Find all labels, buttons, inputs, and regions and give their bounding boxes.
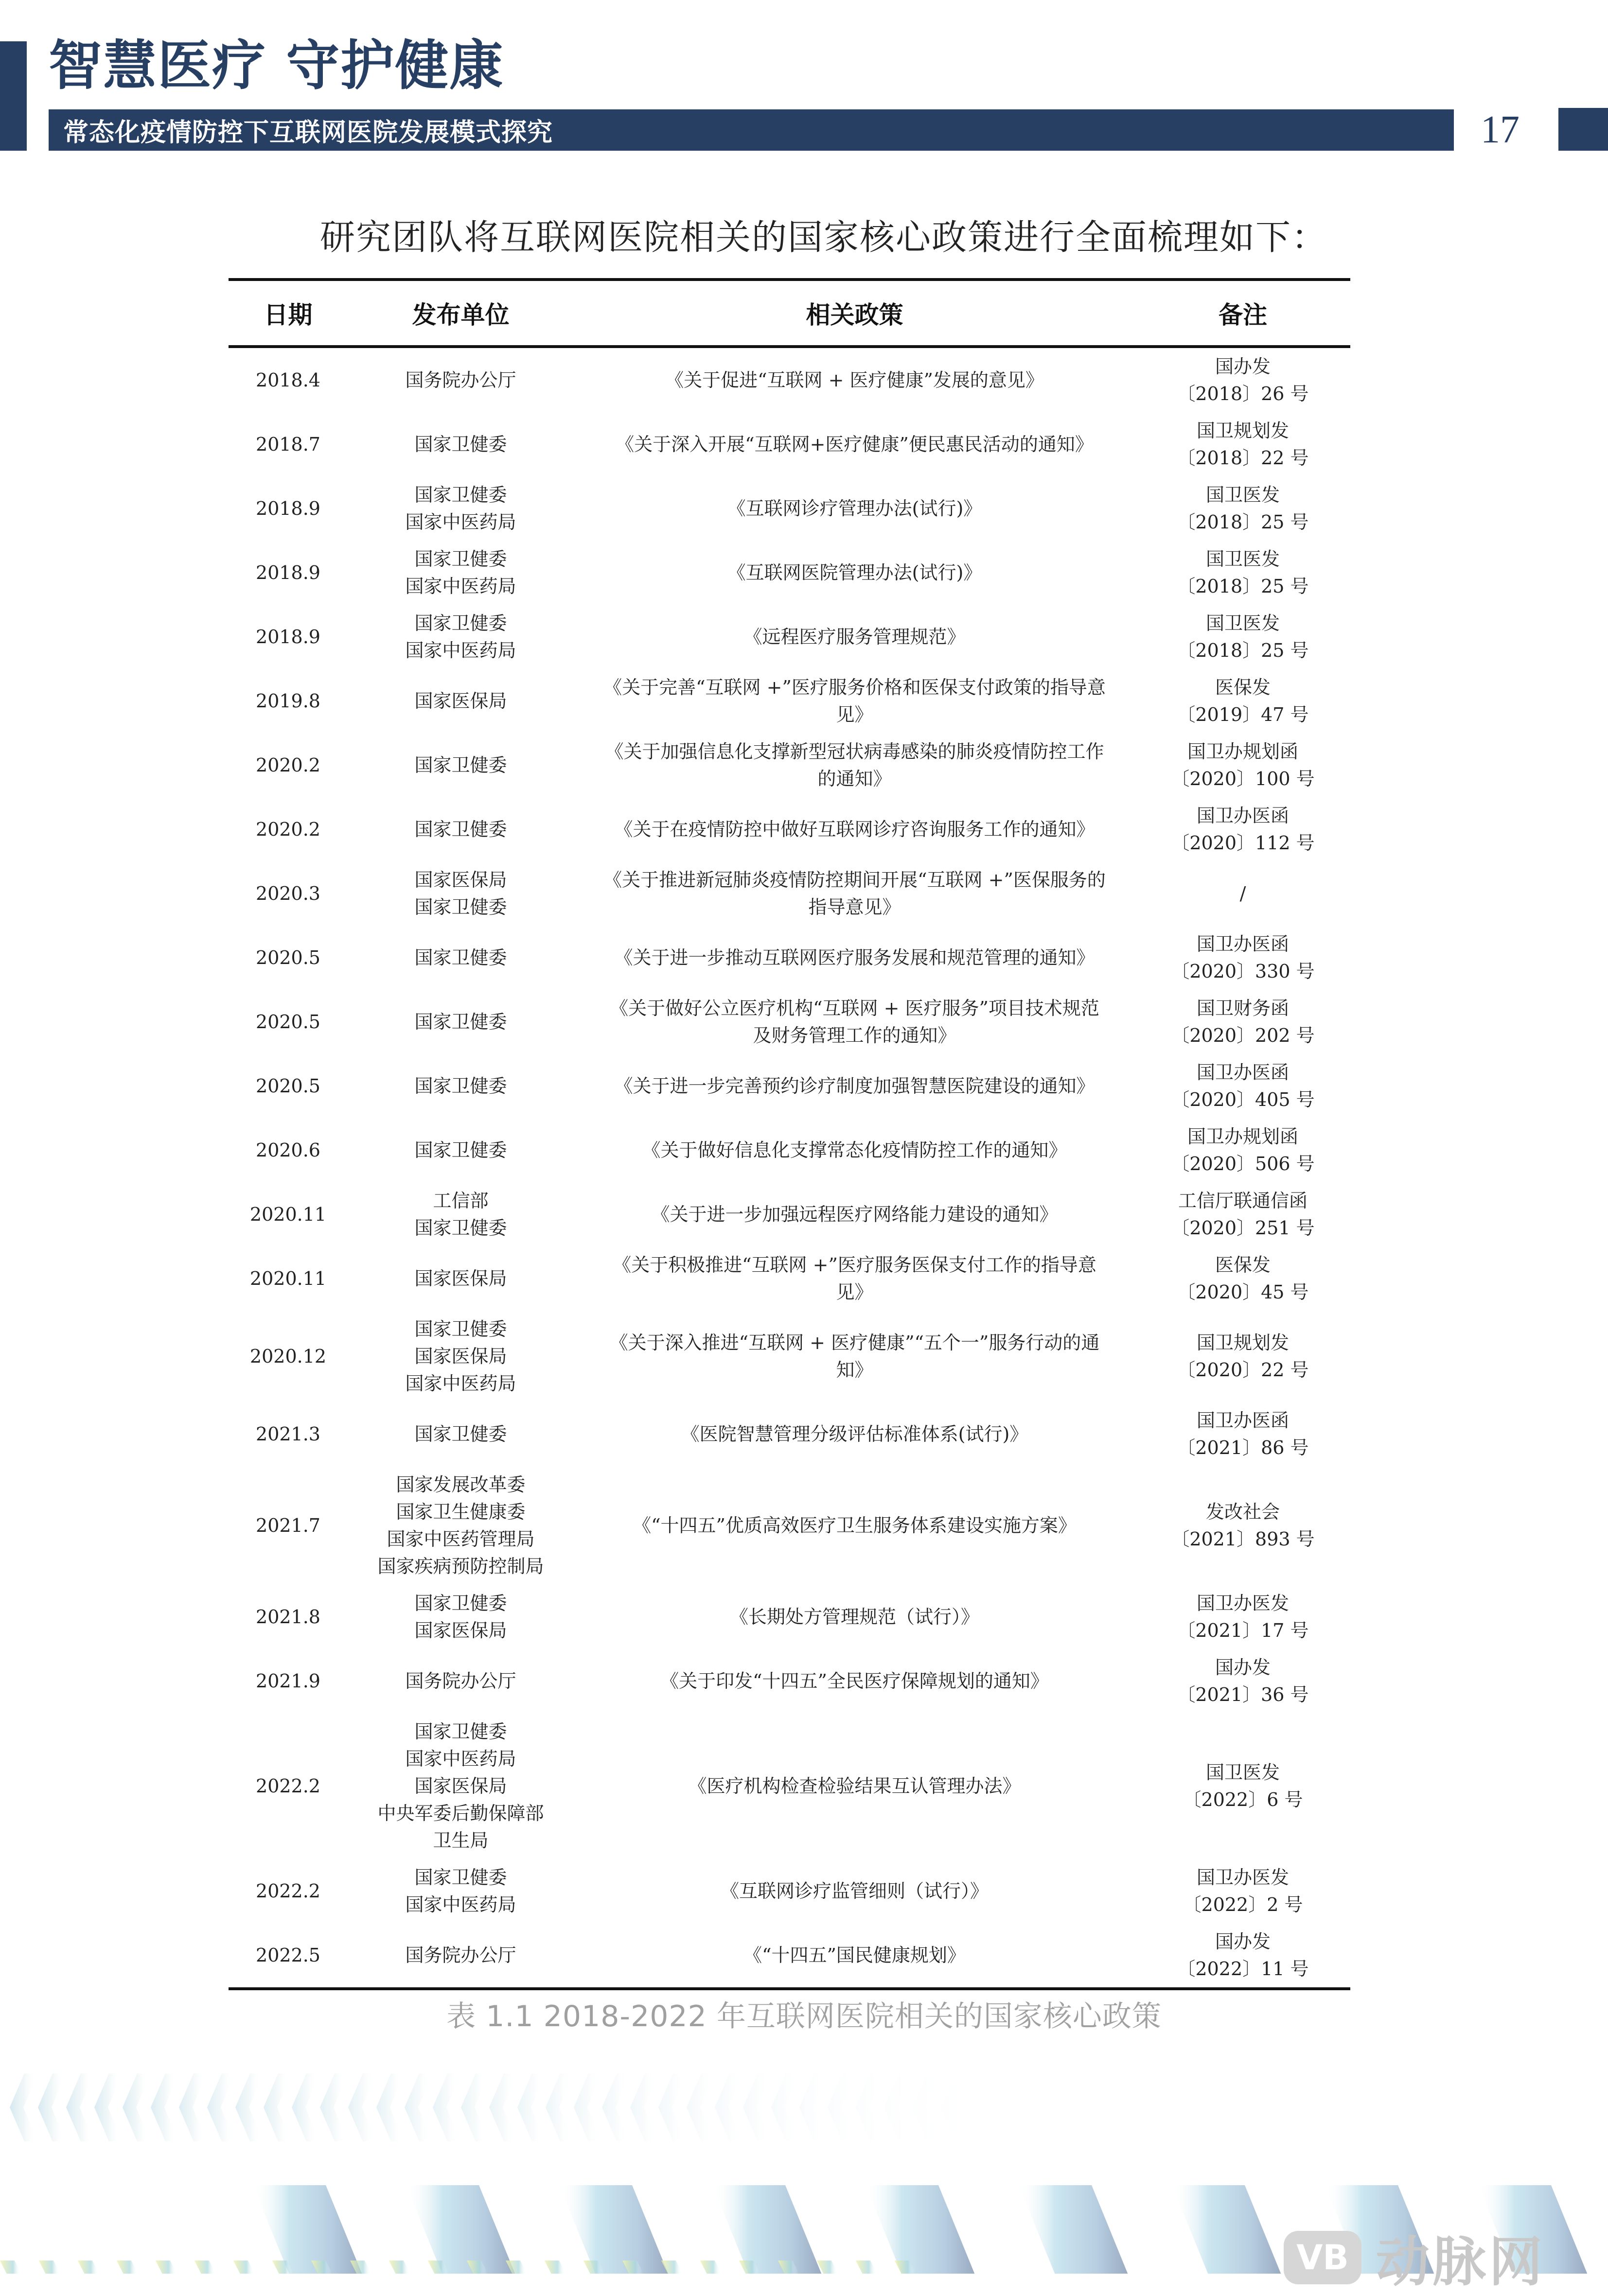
- unit-name: 工信部: [433, 1190, 489, 1211]
- cell-note: [1135, 1311, 1350, 1402]
- cell-policy: 《关于在疫情防控中做好互联网诊疗咨询服务工作的通知》: [614, 819, 1095, 840]
- unit-name: 国家卫健委: [414, 1139, 507, 1161]
- unit-name: 国家卫健委: [414, 1011, 507, 1033]
- note-line: /: [1239, 883, 1246, 904]
- cell-units: [348, 1054, 574, 1118]
- cell-policy: 《关于进一步加强远程医疗网络能力建设的通知》: [651, 1204, 1058, 1225]
- header-policy: 相关政策: [806, 301, 903, 329]
- subtitle-text: 常态化疫情防控下互联网医院发展模式探究: [63, 118, 553, 147]
- cell-date: 2022.2: [256, 1775, 320, 1797]
- unit-name: 国家卫健委: [414, 548, 507, 570]
- cell-date: 2018.9: [256, 626, 320, 648]
- unit-name: 国家卫健委: [414, 434, 507, 455]
- unit-name: 中央军委后勤保障部: [377, 1803, 544, 1824]
- cell-units: [348, 1402, 574, 1466]
- cell-date: 2020.6: [256, 1139, 320, 1161]
- note-line: 〔2020〕405 号: [1171, 1089, 1315, 1110]
- cell-date: 2022.5: [256, 1945, 320, 1966]
- note-line: 国卫办医函: [1196, 805, 1289, 826]
- cell-units: [348, 797, 574, 861]
- cell-note: [1135, 1118, 1350, 1182]
- cell-note: [1135, 1182, 1350, 1246]
- cell-note: [1135, 347, 1350, 412]
- cell-units: [348, 412, 574, 476]
- unit-name: 国家卫健委: [414, 947, 507, 968]
- cell-policy: 《关于深入开展“互联网+医疗健康”便民惠民活动的通知》: [616, 434, 1094, 455]
- note-line: 工信厅联通信函: [1178, 1190, 1308, 1211]
- unit-name: 卫生局: [433, 1830, 489, 1851]
- note-line: 〔2018〕25 号: [1177, 576, 1309, 597]
- cell-policy: 《关于印发“十四五”全民医疗保障规划的通知》: [660, 1670, 1049, 1692]
- note-line: 国办发: [1215, 1657, 1271, 1678]
- unit-name: 国家卫健委: [414, 484, 507, 506]
- note-line: 〔2020〕330 号: [1171, 961, 1315, 982]
- note-line: 国卫办医发: [1196, 1867, 1289, 1888]
- table-row: [229, 1182, 1350, 1246]
- cell-date: 2018.9: [256, 498, 320, 519]
- note-line: 国卫办医函: [1196, 933, 1289, 955]
- note-line: 国卫规划发: [1196, 1332, 1289, 1353]
- note-line: 〔2018〕25 号: [1177, 511, 1309, 533]
- cell-date: 2021.9: [256, 1670, 320, 1692]
- policy-table-body: [229, 347, 1350, 1989]
- cell-date: 2020.11: [249, 1204, 327, 1225]
- cell-note: [1135, 1402, 1350, 1466]
- unit-name: 国家卫健委: [414, 1318, 507, 1340]
- note-line: 〔2020〕45 号: [1177, 1281, 1309, 1303]
- cell-note: [1135, 733, 1350, 797]
- cell-date: 2018.9: [256, 562, 320, 583]
- cell-date: 2018.4: [256, 369, 320, 391]
- cell-date: 2020.2: [256, 754, 320, 776]
- unit-name: 国家疾病预防控制局: [377, 1556, 544, 1577]
- cell-policy: 《关于做好信息化支撑常态化疫情防控工作的通知》: [642, 1139, 1067, 1161]
- cell-policy: 《关于推进新冠肺炎疫情防控期间开展“互联网 +”医保服务的指导意见》: [603, 869, 1106, 918]
- unit-name: 国家医保局: [414, 690, 507, 712]
- cell-policy: 《“十四五”优质高效医疗卫生服务体系建设实施方案》: [633, 1515, 1077, 1536]
- watermark-logo-icon: VB: [1284, 2231, 1361, 2284]
- unit-name: 国家医保局: [414, 869, 507, 891]
- cell-units: [348, 1585, 574, 1649]
- unit-name: 国家中医药管理局: [387, 1528, 535, 1550]
- cell-policy: 《医疗机构检查检验结果互认管理办法》: [688, 1775, 1021, 1797]
- cell-note: [1135, 1713, 1350, 1859]
- table-row: [229, 1311, 1350, 1402]
- cell-units: [348, 1311, 574, 1402]
- note-line: 医保发: [1215, 1254, 1271, 1276]
- cell-note: [1135, 1649, 1350, 1713]
- unit-name: 国家卫健委: [414, 754, 507, 776]
- note-line: 〔2020〕100 号: [1171, 768, 1315, 789]
- cell-date: 2021.3: [256, 1423, 320, 1445]
- unit-name: 国家中医药局: [405, 640, 516, 661]
- cell-date: 2020.5: [256, 947, 320, 968]
- table-row: [229, 1923, 1350, 1989]
- note-line: 〔2018〕26 号: [1177, 383, 1309, 404]
- cell-policy: 《“十四五”国民健康规划》: [743, 1945, 966, 1966]
- unit-name: 国家卫健委: [414, 819, 507, 840]
- note-line: 国卫办规划函: [1187, 741, 1298, 762]
- note-line: 国办发: [1215, 1931, 1271, 1952]
- cell-note: [1135, 1585, 1350, 1649]
- table-row: [229, 1859, 1350, 1923]
- cell-note: [1135, 1923, 1350, 1989]
- note-line: 〔2021〕86 号: [1177, 1437, 1309, 1458]
- table-row: [229, 1054, 1350, 1118]
- cell-date: 2021.8: [256, 1606, 320, 1628]
- cell-units: [348, 861, 574, 926]
- table-row: [229, 347, 1350, 412]
- cell-policy: 《互联网医院管理办法(试行)》: [727, 562, 982, 583]
- cell-units: [348, 1859, 574, 1923]
- note-line: 〔2021〕17 号: [1177, 1620, 1309, 1641]
- table-row: [229, 861, 1350, 926]
- cell-units: [348, 733, 574, 797]
- unit-name: 国家卫健委: [414, 1867, 507, 1888]
- main-title: 智慧医疗 守护健康: [49, 35, 504, 97]
- cell-note: [1135, 861, 1350, 926]
- table-row: [229, 1402, 1350, 1466]
- cell-units: [348, 926, 574, 990]
- unit-name: 国家医保局: [414, 1346, 507, 1367]
- cell-policy: 《互联网诊疗管理办法(试行)》: [727, 498, 982, 519]
- header-date: 日期: [264, 301, 313, 329]
- table-row: [229, 797, 1350, 861]
- cell-date: 2018.7: [256, 434, 320, 455]
- left-accent-bar: [0, 41, 27, 151]
- unit-name: 国家卫健委: [414, 1075, 507, 1097]
- table-row: [229, 1585, 1350, 1649]
- unit-name: 国家卫健委: [414, 1593, 507, 1614]
- cell-date: 2019.8: [256, 690, 320, 712]
- note-line: 国卫医发: [1205, 484, 1280, 506]
- unit-name: 国务院办公厅: [405, 1670, 516, 1692]
- cell-units: [348, 1118, 574, 1182]
- note-line: 〔2020〕202 号: [1171, 1025, 1315, 1046]
- unit-name: 国家卫健委: [414, 896, 507, 918]
- cell-policy: 《远程医疗服务管理规范》: [743, 626, 966, 648]
- unit-name: 国家中医药局: [405, 576, 516, 597]
- cell-note: [1135, 605, 1350, 669]
- table-caption: 表 1.1 2018-2022 年互联网医院相关的国家核心政策: [446, 1999, 1162, 2033]
- table-row: [229, 476, 1350, 541]
- table-header-row: [229, 280, 1350, 347]
- right-accent-block: [1558, 108, 1608, 151]
- cell-note: [1135, 412, 1350, 476]
- cell-date: 2020.2: [256, 819, 320, 840]
- table-row: [229, 733, 1350, 797]
- unit-name: 国家发展改革委: [396, 1474, 526, 1495]
- cell-policy: 《互联网诊疗监管细则（试行）》: [720, 1880, 989, 1902]
- cell-units: [348, 1713, 574, 1859]
- watermark-text: 动脉网: [1376, 2231, 1545, 2293]
- unit-name: 国家医保局: [414, 1775, 507, 1797]
- cell-units: [348, 990, 574, 1054]
- table-row: [229, 1466, 1350, 1585]
- policy-table: [229, 278, 1350, 1990]
- cell-units: [348, 1246, 574, 1311]
- cell-policy: 《关于进一步完善预约诊疗制度加强智慧医院建设的通知》: [614, 1075, 1095, 1097]
- note-line: 〔2020〕506 号: [1171, 1153, 1315, 1174]
- cell-date: 2020.12: [249, 1346, 327, 1367]
- table-row: [229, 1713, 1350, 1859]
- cell-date: 2021.7: [256, 1515, 320, 1536]
- unit-name: 国务院办公厅: [405, 1945, 516, 1966]
- cell-date: 2020.5: [256, 1075, 320, 1097]
- cell-date: 2020.11: [249, 1268, 327, 1289]
- cell-units: [348, 476, 574, 541]
- note-line: 〔2021〕893 号: [1171, 1528, 1315, 1550]
- note-line: 国卫办医函: [1196, 1062, 1289, 1083]
- note-line: 国卫办医发: [1196, 1593, 1289, 1614]
- unit-name: 国家医保局: [414, 1268, 507, 1289]
- cell-units: [348, 1466, 574, 1585]
- unit-name: 国务院办公厅: [405, 369, 516, 391]
- cell-note: [1135, 1246, 1350, 1311]
- cell-note: [1135, 669, 1350, 733]
- cell-units: [348, 347, 574, 412]
- unit-name: 国家医保局: [414, 1620, 507, 1641]
- unit-name: 国家卫健委: [414, 1217, 507, 1239]
- cell-units: [348, 1649, 574, 1713]
- cell-note: [1135, 1054, 1350, 1118]
- unit-name: 国家中医药局: [405, 1894, 516, 1915]
- table-row: [229, 1118, 1350, 1182]
- table-row: [229, 990, 1350, 1054]
- note-line: 国卫财务函: [1196, 998, 1289, 1019]
- cell-units: [348, 1923, 574, 1989]
- note-line: 〔2019〕47 号: [1177, 704, 1309, 725]
- cell-units: [348, 1182, 574, 1246]
- cell-note: [1135, 797, 1350, 861]
- unit-name: 国家卫生健康委: [396, 1501, 526, 1523]
- note-line: 国办发: [1215, 356, 1271, 377]
- unit-name: 国家中医药局: [405, 511, 516, 533]
- cell-policy: 《关于进一步推动互联网医疗服务发展和规范管理的通知》: [614, 947, 1095, 968]
- header-note: 备注: [1219, 301, 1267, 329]
- note-line: 〔2020〕251 号: [1171, 1217, 1315, 1239]
- subtitle-bar: [49, 109, 1454, 151]
- cell-units: [348, 605, 574, 669]
- note-line: 国卫医发: [1205, 1762, 1280, 1783]
- unit-name: 国家卫健委: [414, 613, 507, 634]
- watermark: [1284, 2219, 1545, 2296]
- unit-name: 国家中医药局: [405, 1373, 516, 1394]
- note-line: 发改社会: [1205, 1501, 1280, 1523]
- note-line: 〔2021〕36 号: [1177, 1684, 1309, 1705]
- note-line: 〔2020〕112 号: [1171, 832, 1315, 854]
- note-line: 国卫办医函: [1196, 1410, 1289, 1431]
- cell-policy: 《关于加强信息化支撑新型冠状病毒感染的肺炎疫情防控工作的通知》: [605, 741, 1104, 789]
- cell-policy: 《关于完善“互联网 +”医疗服务价格和医保支付政策的指导意见》: [603, 677, 1106, 725]
- intro-text: 研究团队将互联网医院相关的国家核心政策进行全面梳理如下：: [320, 217, 1328, 258]
- note-line: 〔2022〕2 号: [1183, 1894, 1303, 1915]
- cell-units: [348, 669, 574, 733]
- cell-note: [1135, 926, 1350, 990]
- cell-policy: 《医院智慧管理分级评估标准体系(试行)》: [681, 1423, 1028, 1445]
- cell-policy: 《关于促进“互联网 + 医疗健康”发展的意见》: [665, 369, 1044, 391]
- table-row: [229, 1649, 1350, 1713]
- table-row: [229, 669, 1350, 733]
- note-line: 国卫规划发: [1196, 420, 1289, 441]
- note-line: 〔2022〕6 号: [1183, 1789, 1303, 1810]
- note-line: 国卫办规划函: [1187, 1126, 1298, 1147]
- cell-date: 2022.2: [256, 1880, 320, 1902]
- cell-note: [1135, 541, 1350, 605]
- cell-policy: 《关于做好公立医疗机构“互联网 + 医疗服务”项目技术规范及财务管理工作的通知》: [610, 998, 1099, 1046]
- note-line: 国卫医发: [1205, 613, 1280, 634]
- cell-date: 2020.5: [256, 1011, 320, 1033]
- cell-note: [1135, 1466, 1350, 1585]
- note-line: 〔2020〕22 号: [1177, 1359, 1309, 1381]
- cell-policy: 《关于深入推进“互联网 + 医疗健康”“五个一”服务行动的通知》: [609, 1332, 1100, 1381]
- cell-policy: 《关于积极推进“互联网 +”医疗服务医保支付工作的指导意见》: [613, 1254, 1096, 1303]
- unit-name: 国家中医药局: [405, 1748, 516, 1770]
- cell-units: [348, 541, 574, 605]
- table-row: [229, 412, 1350, 476]
- unit-name: 国家卫健委: [414, 1423, 507, 1445]
- cell-date: 2020.3: [256, 883, 320, 904]
- cell-note: [1135, 1859, 1350, 1923]
- note-line: 〔2022〕11 号: [1177, 1958, 1309, 1980]
- unit-name: 国家卫健委: [414, 1721, 507, 1742]
- table-row: [229, 926, 1350, 990]
- table-row: [229, 1246, 1350, 1311]
- note-line: 国卫医发: [1205, 548, 1280, 570]
- cell-note: [1135, 990, 1350, 1054]
- table-row: [229, 605, 1350, 669]
- note-line: 医保发: [1215, 677, 1271, 698]
- note-line: 〔2018〕25 号: [1177, 640, 1309, 661]
- page-number: 17: [1481, 108, 1520, 151]
- note-line: 〔2018〕22 号: [1177, 447, 1309, 469]
- table-row: [229, 541, 1350, 605]
- cell-policy: 《长期处方管理规范（试行）》: [729, 1606, 979, 1628]
- header-unit: 发布单位: [412, 301, 510, 329]
- cell-note: [1135, 476, 1350, 541]
